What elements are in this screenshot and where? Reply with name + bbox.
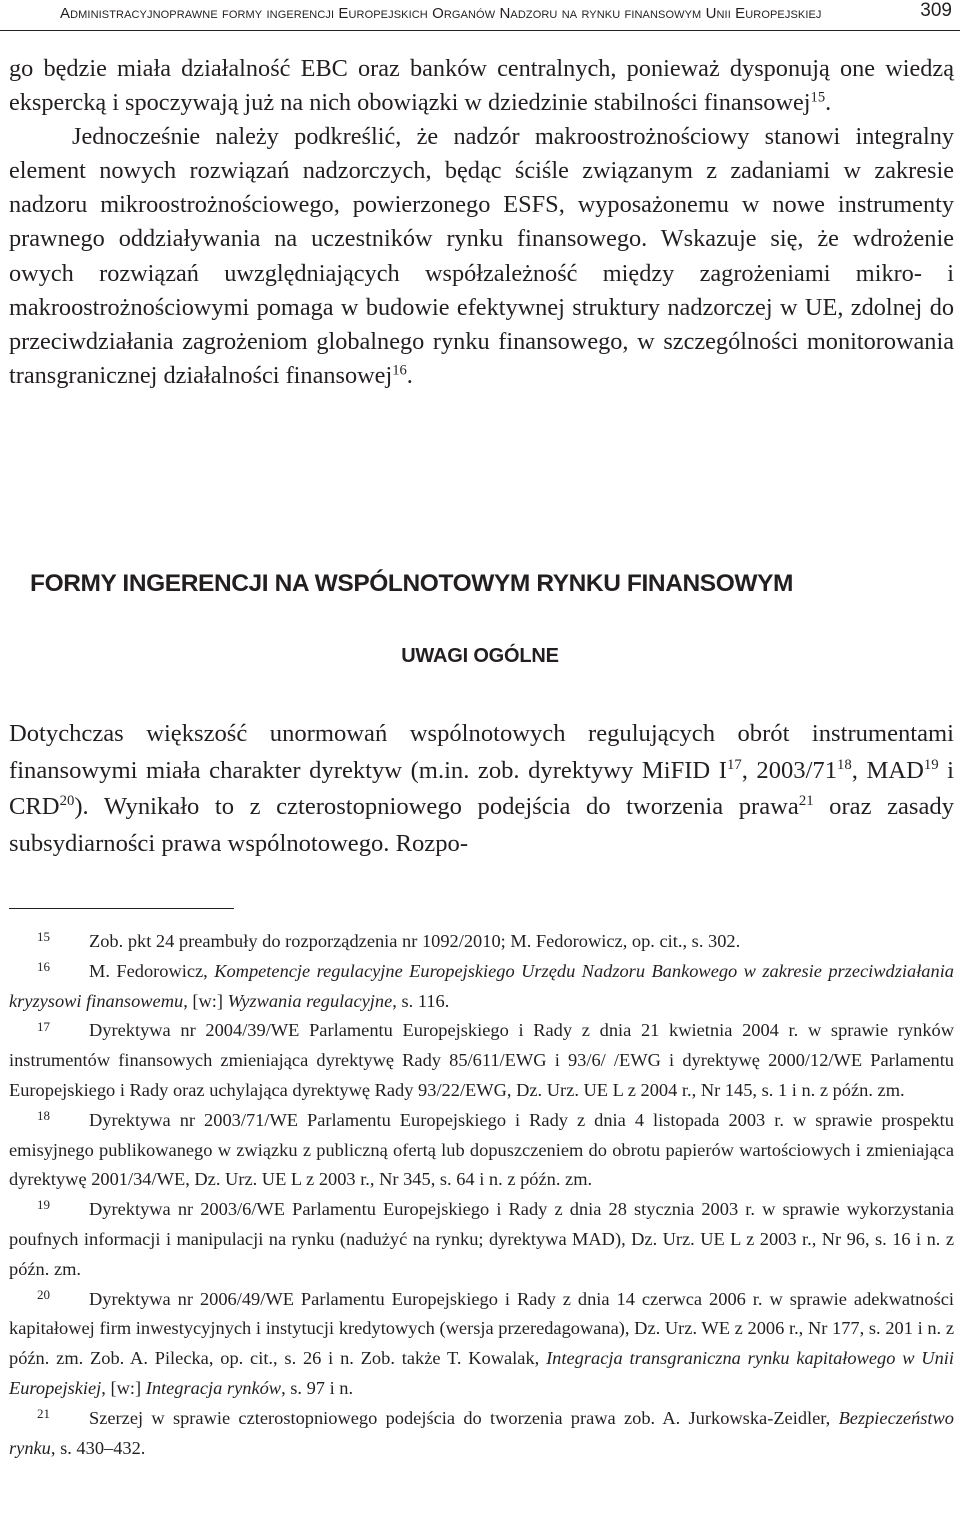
- footnote-ref[interactable]: 19: [923, 756, 939, 773]
- page-number: 309: [920, 0, 952, 21]
- footnote-ref[interactable]: 20: [59, 793, 75, 810]
- main-text-top: [9, 52, 954, 393]
- paragraph-dotychczas: Dotychczas większość unormowań wspólnotowych regulujących obrót instrumentami finansowymi miała charakter dyrektyw (m.in. zob. dyrektywy MiFID $I^{17}$, $2003/71^{18}$, MAD$^{19}$ i CRD$^{20}$). Wynikało to z czterostopniowego podejścia do tworzenia prawa$^{21}$ oraz zasady subsydiarności prawa wspólnotowego. Rozpo-: [9, 720, 955, 857]
- footnote-ref[interactable]: 21: [798, 793, 814, 810]
- footnote-15: 15 Zob. pkt 24 preambuły do rozporządzenia nr 1092/2010; M. Fedorowicz, op. cit., s. 302.: [37, 929, 741, 951]
- footnotes: [9, 927, 954, 1463]
- footnote-18: 18 Dyrektywa nr 2003/71/WE Parlamentu Europejskiego i Rady z dnia 4 listopada 2003 r. w sprawie prospektu emisyjnego publikowanego w związku z publiczną ofertą lub dopuszczeniem do obrotu papierów wartościowych i zmieniająca dyrektywę 2001/34/WE, Dz. Urz. UE L z 2003 r., Nr 345, s. 64 i n. z późn. zm.: [9, 1107, 954, 1190]
- footnote-ref[interactable]: 16: [392, 362, 407, 379]
- paragraph-continued: go będzie miała działalność EBC oraz banków centralnych, ponieważ dysponują one wiedzą ekspercką i spoczywają już na nich obowiązki w dziedzinie stabilności finansowej$^{15}$.: [9, 55, 954, 117]
- running-header: [0, 0, 960, 30]
- section-heading: FORMY INGERENCJI NA WSPÓLNOTOWYM RYNKU FINANSOWYM: [30, 570, 794, 597]
- footnote-20: 20 Dyrektywa nr 2006/49/WE Parlamentu Europejskiego i Rady z dnia 14 czerwca 2006 r. w sprawie adekwatności kapitałowej firm inwestycyjnych i instytucji kredytowych (wersja przeredagowana), Dz. Urz. WE z 2006 r., Nr 177, s. 201 i n. z późn. zm. Zob. A. Pilecka, op. cit., s. 26 i n. Zob. także T. Kowalak, Integracja transgraniczna rynku kapitałowego w Unii Europejskiej, [w:] Integracja rynków, s. 97 i n.: [9, 1286, 954, 1398]
- footnote-17: 17 Dyrektywa nr 2004/39/WE Parlamentu Europejskiego i Rady z dnia 21 kwietnia 2004 r. w sprawie rynków instrumentów finansowych zmieniająca dyrektywę Rady 85/611/EWG i 93/6/ /EWG i dyrektywę 2000/12/WE Parlamentu Europejskiego i Rady oraz uchylająca dyrektywę Rady 93/22/EWG, Dz. Urz. UE L z 2004 r., Nr 145, s. 1 i n. z późn. zm.: [9, 1018, 954, 1100]
- footnote-ref[interactable]: 18: [837, 756, 852, 773]
- paragraph-nadzor: Jednocześnie należy podkreślić, że nadzór makroostrożnościowy stanowi integralny element nowych rozwiązań nadzorczych, będąc ściśle związanym z zadaniami w zakresie nadzoru mikroostrożnościowego, powierzonego ESFS, wyposażonemu w nowe instrumenty prawnego oddziaływania na uczestników rynku finansowego. Wskazuje się, że wdrożenie owych rozwiązań uwzględniających współzależność między zagrożeniami mikro- i makroostrożnościowymi pomaga w budowie efektywnej struktury nadzorczej w UE, zdolnej do przeciwdziałania zagrożeniom globalnego rynku finansowego, w szczególności monitorowania transgranicznej działalności finansowej$^{16}$.: [9, 123, 954, 389]
- footnote-19: 19 Dyrektywa nr 2003/6/WE Parlamentu Europejskiego i Rady z dnia 28 stycznia 2003 r. w sprawie wykorzystania poufnych informacji i manipulacji na rynku (nadużyć na rynku; dyrektywa MAD), Dz. Urz. UE L z 2003 r., Nr 96, s. 16 i n. z późn. zm.: [9, 1197, 954, 1279]
- header-rule: [0, 30, 960, 31]
- subsection-heading: UWAGI OGÓLNE: [401, 645, 559, 667]
- footnote-21: 21 Szerzej w sprawie czterostopniowego podejścia do tworzenia prawa zob. A. Jurkowska-Zeidler, Bezpieczeństwo rynku, s. 430–432.: [9, 1405, 954, 1458]
- footnote-ref[interactable]: 15: [810, 89, 826, 106]
- footnote-separator: [9, 908, 234, 909]
- footnote-16: 16 M. Fedorowicz, Kompetencje regulacyjne Europejskiego Urzędu Nadzoru Bankowego w zakresie przeciwdziałania kryzysowi finansowemu, [w:] Wyzwania regulacyjne, s. 116.: [9, 958, 955, 1011]
- running-title: Administracyjnoprawne formy ingerencji Europejskich Organów Nadzoru na rynku finansowym Unii Europejskiej: [60, 5, 822, 22]
- footnote-ref[interactable]: 17: [726, 756, 742, 773]
- main-text-bottom: [9, 716, 954, 862]
